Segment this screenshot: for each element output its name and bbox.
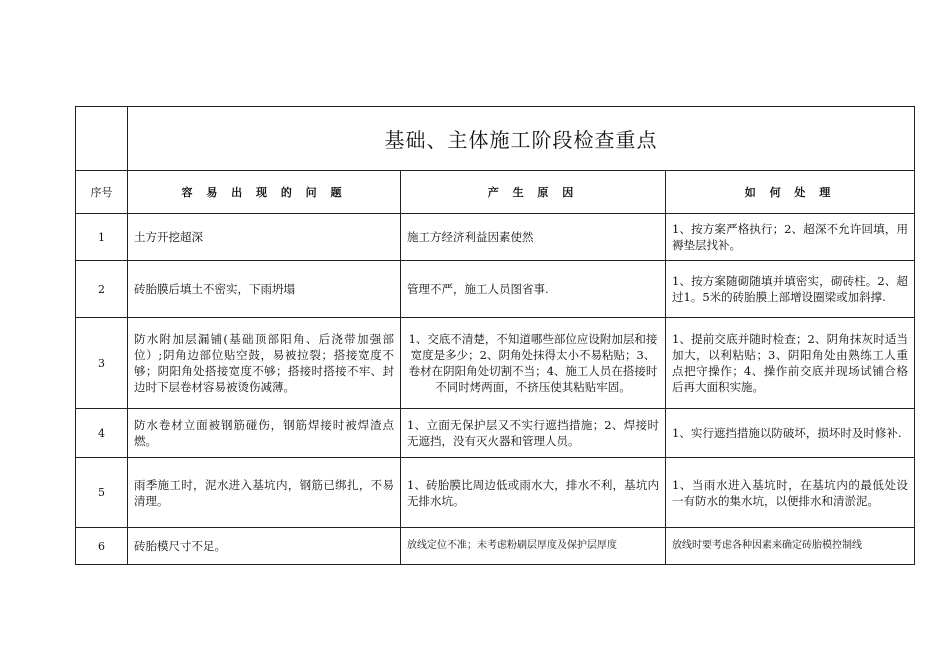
row-cause: 施工方经济利益因素使然 (401, 214, 666, 261)
row-cause: 1、交底不清楚，不知道哪些部位应设附加层和接宽度是多少；2、阴角处抹得太小不易粘贴；3、卷材在阴阳角处切割不当；4、施工人员在搭接时不同时烤两面，不挤压使其粘贴牢固。 (401, 318, 666, 409)
row-solution: 1、实行遮挡措施以防破坏，损坏时及时修补. (666, 409, 915, 458)
row-cause: 1、立面无保护层又不实行遮挡措施；2、焊接时无遮挡，没有灭火器和管理人员。 (401, 409, 666, 458)
row-cause: 放线定位不准；未考虑粉刷层厚度及保护层厚度 (401, 528, 666, 565)
header-row (76, 171, 915, 214)
row-cause: 管理不严，施工人员图省事. (401, 261, 666, 318)
row-index: 2 (76, 261, 128, 318)
table-row (76, 528, 915, 565)
header-problem: 容 易 出 现 的 问 题 (128, 171, 401, 214)
row-solution: 放线时要考虑各种因素来确定砖胎模控制线 (666, 528, 915, 565)
table-row (76, 458, 915, 528)
row-index: 4 (76, 409, 128, 458)
row-solution: 1、按方案严格执行；2、超深不允许回填，用褥垫层找补。 (666, 214, 915, 261)
title-row (76, 107, 915, 171)
row-solution: 1、按方案随砌随填并填密实，砌砖柱。2、超过1。5米的砖胎膜上部增设圈梁或加斜撑. (666, 261, 915, 318)
inspection-table (75, 106, 915, 565)
row-problem: 砖胎膜后填土不密实，下雨坍塌 (128, 261, 401, 318)
row-problem: 砖胎模尺寸不足。 (128, 528, 401, 565)
row-solution: 1、提前交底并随时检查；2、阴角抹灰时适当加大，以利粘贴；3、阴阳角处由熟练工人重点把守操作；4、操作前交底并现场试铺合格后再大面积实施。 (666, 318, 915, 409)
row-cause: 1、砖胎膜比周边低或雨水大，排水不利，基坑内无排水坑。 (401, 458, 666, 528)
document-title: 基础、主体施工阶段检查重点 (128, 107, 915, 171)
table-row (76, 318, 915, 409)
header-index: 序号 (76, 171, 128, 214)
header-cause: 产 生 原 因 (401, 171, 666, 214)
table-row (76, 214, 915, 261)
row-index: 3 (76, 318, 128, 409)
row-solution: 1、当雨水进入基坑时，在基坑内的最低处设一有防水的集水坑，以便排水和清淤泥。 (666, 458, 915, 528)
row-index: 1 (76, 214, 128, 261)
table-row (76, 261, 915, 318)
row-problem: 雨季施工时，泥水进入基坑内，钢筋已绑扎，不易清理。 (128, 458, 401, 528)
title-blank-cell (76, 107, 128, 171)
row-problem: 防水附加层漏铺(基础顶部阳角、后浇带加强部位）;阴角边部位贴空鼓，易被拉裂；搭接宽度不够；阴阳角处搭接宽度不够；搭接时搭接不牢、封边时下层卷材容易被烫伤减薄。 (128, 318, 401, 409)
row-problem: 土方开挖超深 (128, 214, 401, 261)
row-index: 6 (76, 528, 128, 565)
header-solution: 如 何 处 理 (666, 171, 915, 214)
row-problem: 防水卷材立面被钢筋碰伤，钢筋焊接时被焊渣点燃。 (128, 409, 401, 458)
table-row (76, 409, 915, 458)
row-index: 5 (76, 458, 128, 528)
